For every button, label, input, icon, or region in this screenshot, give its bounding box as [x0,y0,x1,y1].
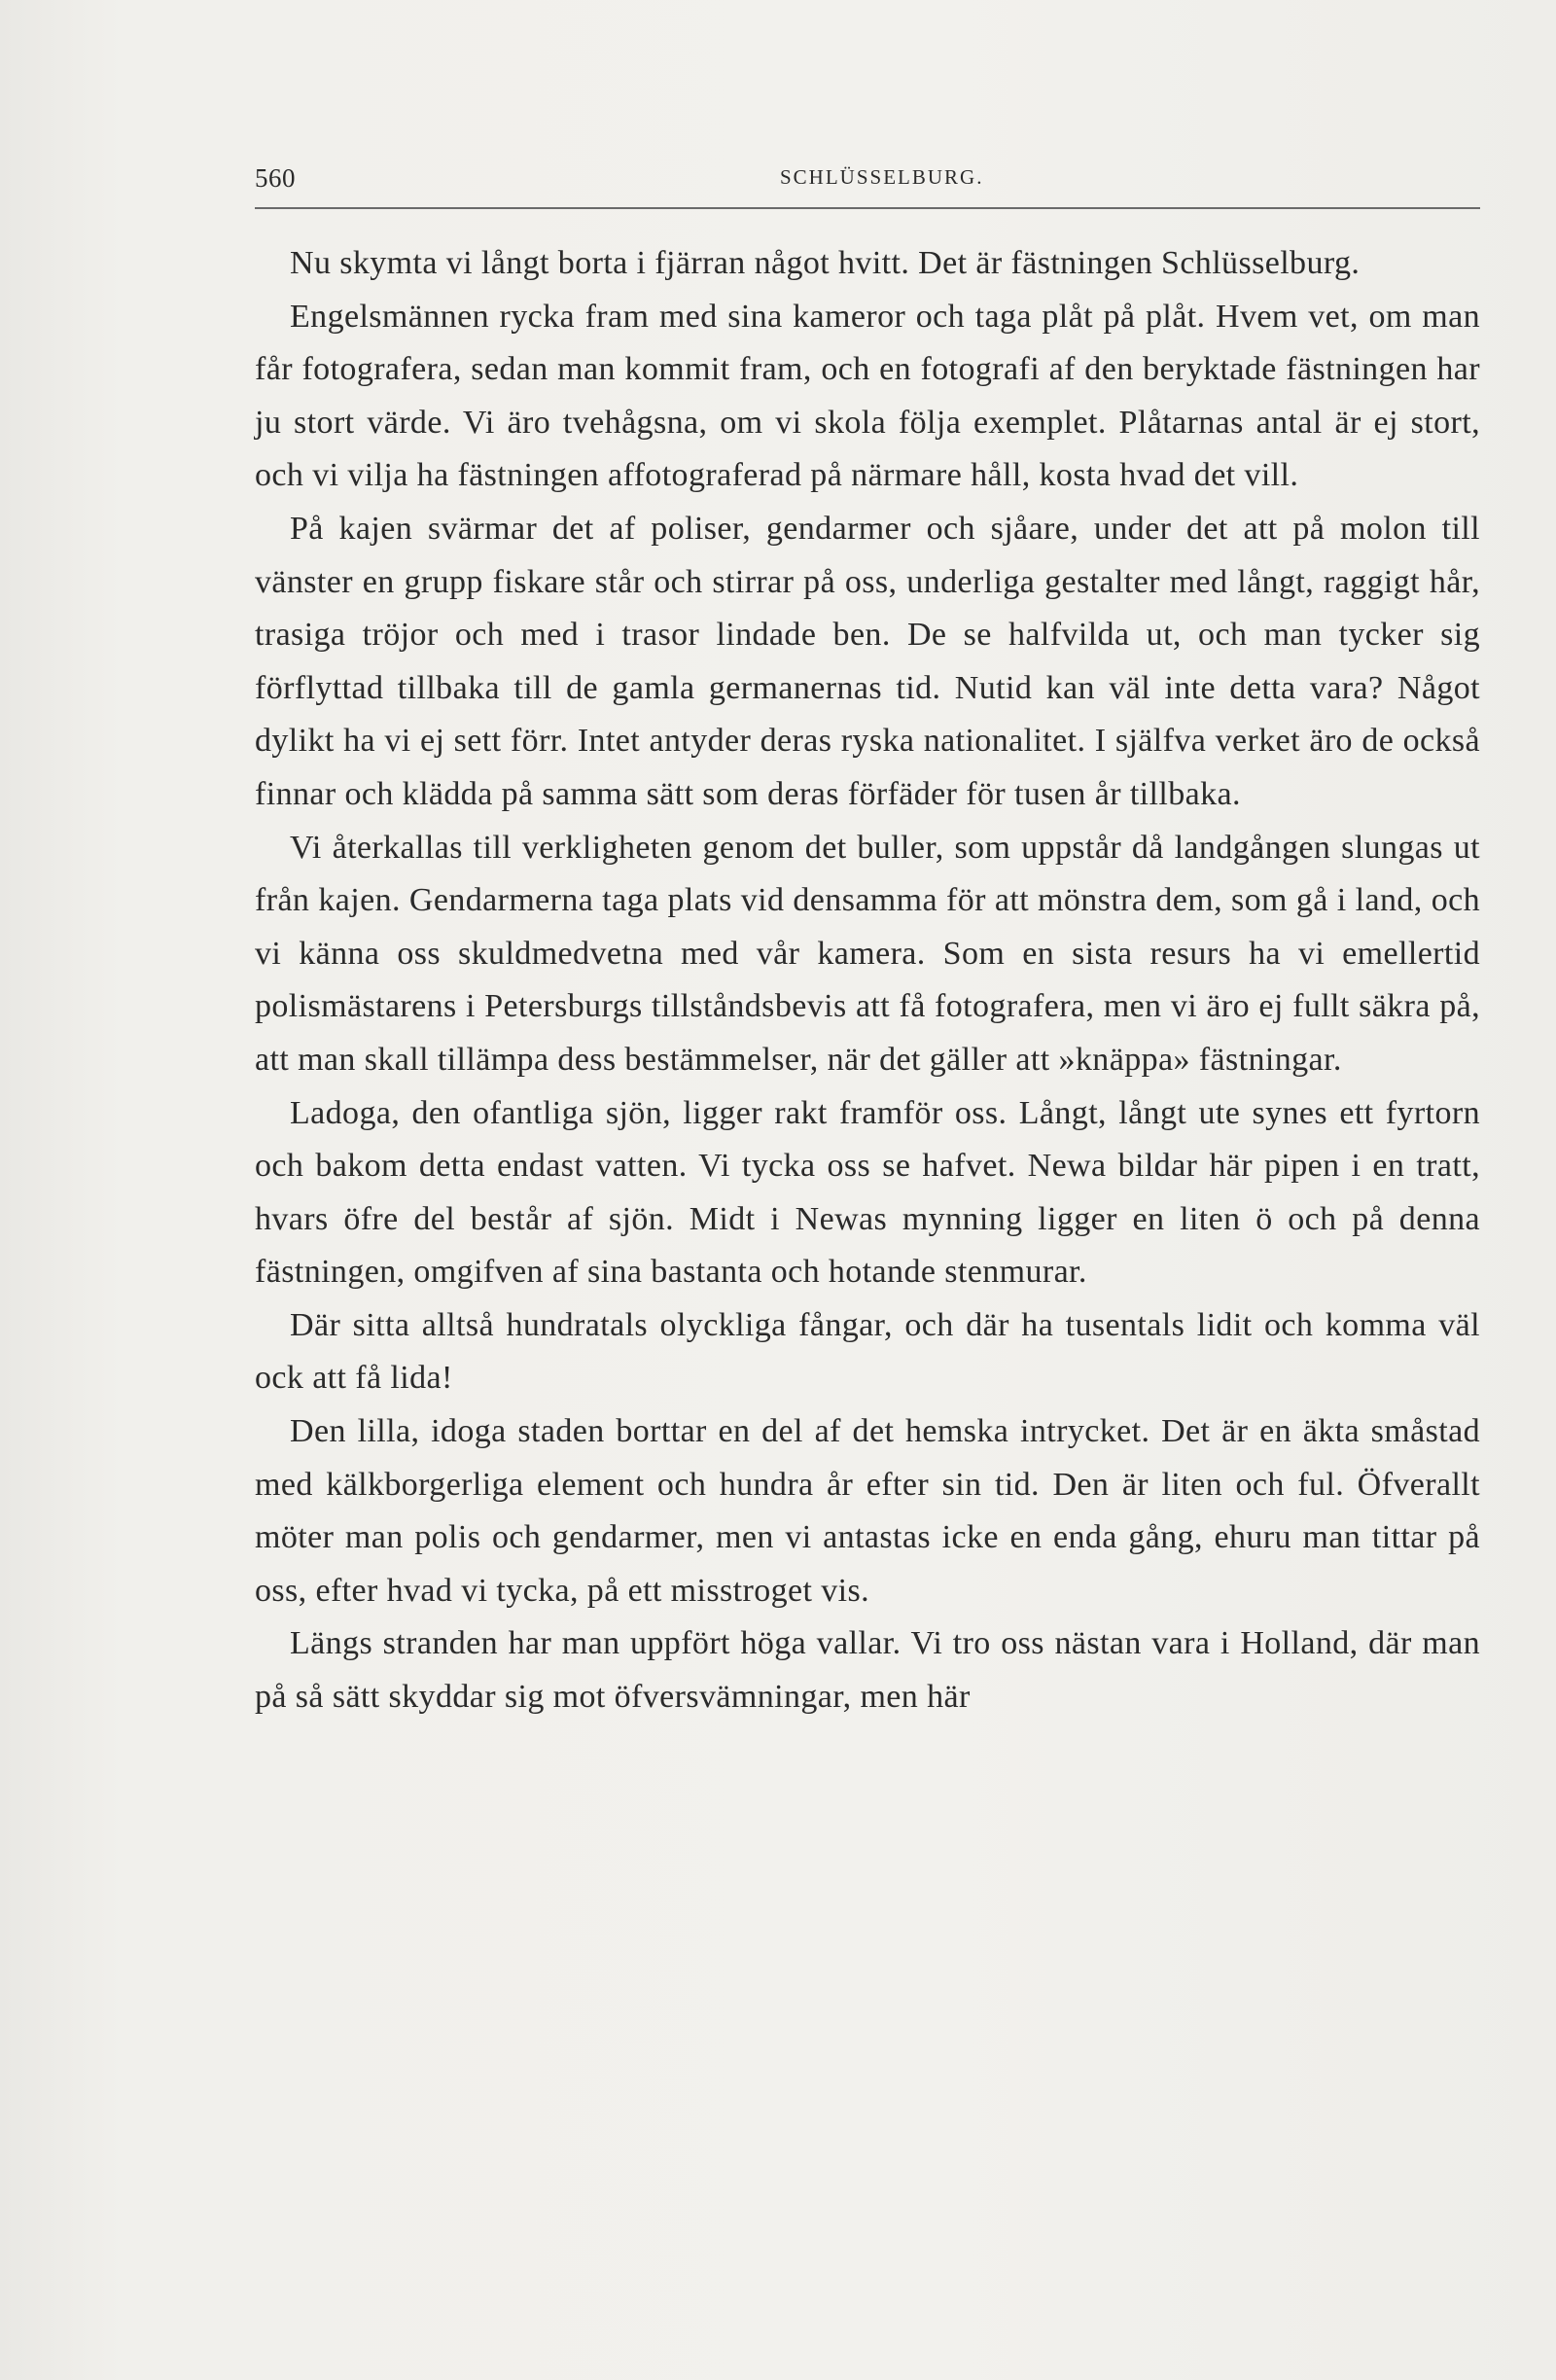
header-rule [255,207,1480,209]
paragraph: Nu skymta vi långt borta i fjärran något hvitt. Det är fästningen Schlüsselburg. [290,245,1361,281]
paragraph: Ladoga, den ofantliga sjön, ligger rakt framför oss. Långt, långt ute synes ett fyrtorn och bakom detta endast vatten. Vi tycka oss se hafvet. Newa bildar här pipen i en tratt, hvars öfre del består af sjön. Midt i Newas mynning ligger en liten ö och på denna fästningen, omgifven af sina bastanta och hotande stenmurar. [255,1094,1480,1291]
paragraph: Där sitta alltså hundratals olyckliga fångar, och där ha tusentals lidit och komma väl ock att få lida! [255,1306,1480,1397]
paragraph: Den lilla, idoga staden borttar en del af det hemska intrycket. Det är en äkta småstad med kälkborgerliga element och hundra år efter sin tid. Den är liten och ful. Öfverallt möter man polis och gendarmer, men vi antastas icke en enda gång, ehuru man tittar på oss, efter hvad vi tycka, på ett misstroget vis. [255,1413,1480,1609]
page-header [255,163,1480,202]
paragraph: På kajen svärmar det af poliser, gendarmer och sjåare, under det att på molon till vänster en grupp fiskare står och stirrar på oss, underliga gestalter med långt, raggigt hår, trasiga tröjor och med i trasor lindade ben. De se halfvilda ut, och man tycker sig förflyttad tillbaka till de gamla germanernas tid. Nutid kan väl inte detta vara? Något dylikt ha vi ej sett förr. Intet antyder deras ryska nationalitet. I själfva verket äro de också finnar och klädda på samma sätt som deras förfäder för tusen år tillbaka. [255,510,1480,812]
page-number: 560 [255,163,296,193]
body-text [255,237,1480,1724]
paragraph: Vi återkallas till verkligheten genom det buller, som uppstår då landgången slungas ut från kajen. Gendarmerna taga plats vid densamma för att mönstra dem, som gå i land, och vi känna oss skuldmedvetna med vår kamera. Som en sista resurs ha vi emellertid polismästarens i Petersburgs tillståndsbevis att få fotografera, men vi äro ej fullt säkra på, att man skall tillämpa dess bestämmelser, när det gäller att »knäppa» fästningar. [255,829,1480,1078]
paragraph: Engelsmännen rycka fram med sina kameror och taga plåt på plåt. Hvem vet, om man får fotografera, sedan man kommit fram, och en fotografi af den beryktade fästningen har ju stort värde. Vi äro tvehågsna, om vi skola följa exemplet. Plåtarnas antal är ej stort, och vi vilja ha fästningen affotograferad på närmare håll, kosta hvad det vill. [255,298,1480,494]
running-title: SCHLÜSSELBURG. [780,165,984,189]
paragraph: Längs stranden har man uppfört höga vallar. Vi tro oss nästan vara i Holland, där man på så sätt skyddar sig mot öfversvämningar, men här [255,1625,1480,1716]
